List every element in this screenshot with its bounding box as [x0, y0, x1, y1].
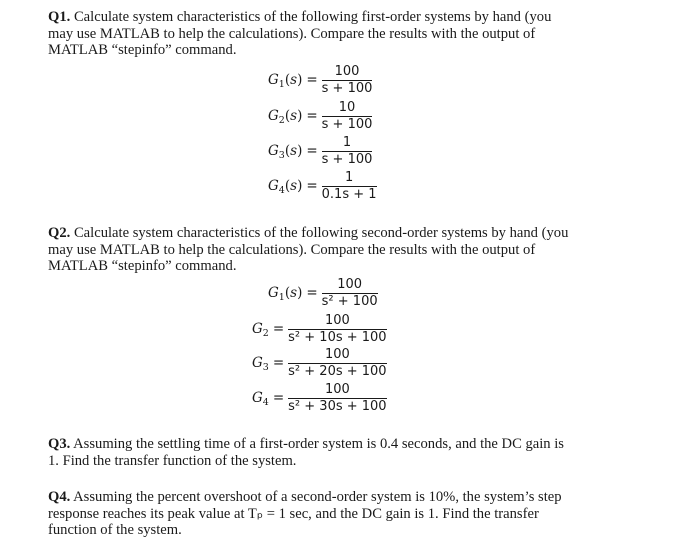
- numerator: 1: [342, 135, 352, 150]
- question-4-line-2: response reaches its peak value at Tₚ = 1 sec, and the DC gain is 1. Find the transfer: [48, 505, 539, 522]
- fraction: [322, 100, 373, 133]
- q2-equation-g4: [252, 382, 387, 415]
- equation-lhs: $G_4(s)$ =: [268, 177, 318, 196]
- question-1-line-1: Q1. Calculate system characteristics of the following first-order systems by hand (you: [48, 9, 552, 25]
- question-2-label: Q2.: [48, 225, 71, 241]
- denominator: s² + 10s + 100: [288, 330, 387, 345]
- denominator: s + 100: [321, 81, 373, 96]
- question-3: [48, 436, 618, 469]
- q1-equation-g2: [268, 100, 372, 133]
- question-3-line-2: 1. Find the transfer function of the system.: [48, 452, 297, 469]
- denominator: s + 100: [321, 152, 373, 167]
- question-3-label: Q3.: [48, 436, 71, 452]
- q2-equation-g1: [268, 277, 378, 310]
- q2-equation-g3: [252, 347, 387, 380]
- numerator: 10: [338, 100, 356, 115]
- numerator: 100: [334, 64, 360, 79]
- equation-lhs: $G_1(s)$ =: [268, 284, 318, 303]
- fraction: [322, 64, 373, 97]
- question-4-line-3: function of the system.: [48, 522, 182, 538]
- question-1-label: Q1.: [48, 9, 71, 25]
- question-4-label: Q4.: [48, 489, 71, 505]
- q1-equation-g3: [268, 135, 372, 168]
- denominator: s + 100: [321, 117, 373, 132]
- q1-equation-g1: [268, 64, 372, 97]
- question-4: [48, 489, 618, 539]
- question-2-line-2: may use MATLAB to help the calculations). Compare the results with the output of: [48, 241, 536, 258]
- question-1-line-3: MATLAB “stepinfo” command.: [48, 42, 237, 58]
- equation-lhs: $G_2(s)$ =: [268, 107, 318, 126]
- denominator: 0.1s + 1: [321, 187, 377, 202]
- equation-lhs: $G_4$ =: [252, 389, 285, 408]
- fraction: [322, 277, 378, 310]
- question-1-line-2: may use MATLAB to help the calculations). Compare the results with the output of: [48, 25, 536, 42]
- equation-lhs: $G_3$ =: [252, 354, 285, 373]
- question-2: [48, 225, 618, 275]
- q1-equation-g4: [268, 170, 377, 203]
- denominator: s² + 30s + 100: [288, 399, 387, 414]
- numerator: 100: [337, 277, 363, 292]
- question-4-line-1: Q4. Assuming the percent overshoot of a second-order system is 10%, the system’s step: [48, 489, 562, 505]
- question-2-line-1: Q2. Calculate system characteristics of the following second-order systems by hand (you: [48, 225, 569, 241]
- equation-lhs: $G_1(s)$ =: [268, 71, 318, 90]
- fraction: [322, 170, 377, 203]
- equation-lhs: $G_3(s)$ =: [268, 142, 318, 161]
- numerator: 100: [324, 313, 350, 328]
- numerator: 100: [324, 382, 350, 397]
- equation-lhs: $G_2$ =: [252, 320, 285, 339]
- numerator: 1: [344, 170, 354, 185]
- fraction: [288, 313, 386, 346]
- fraction: [288, 382, 386, 415]
- question-1: [48, 9, 618, 59]
- question-2-line-3: MATLAB “stepinfo” command.: [48, 258, 237, 274]
- fraction: [288, 347, 386, 380]
- denominator: s² + 20s + 100: [288, 364, 387, 379]
- denominator: s² + 100: [321, 294, 378, 309]
- q2-equation-g2: [252, 313, 387, 346]
- question-3-line-1: Q3. Assuming the settling time of a first-order system is 0.4 seconds, and the DC gain is: [48, 436, 564, 452]
- fraction: [322, 135, 373, 168]
- numerator: 100: [324, 347, 350, 362]
